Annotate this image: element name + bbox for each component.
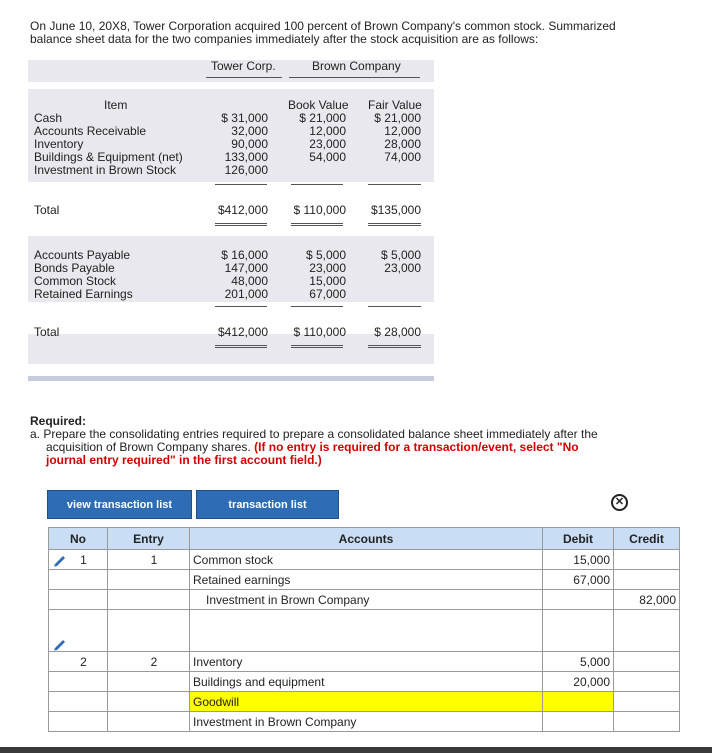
col-header-brown: Brown Company [312, 59, 401, 73]
row-number [49, 590, 108, 610]
row-number [49, 712, 108, 732]
journal-row [49, 652, 680, 672]
bs-item-label: Buildings & Equipment (net) [34, 150, 183, 164]
row-entry [108, 712, 190, 732]
row-number [49, 672, 108, 692]
total-liab-tower: $412,000 [217, 325, 268, 339]
row-entry [108, 692, 190, 712]
account-field[interactable]: Goodwill [190, 692, 543, 712]
bs-item-label: Accounts Receivable [34, 124, 147, 138]
bs-item-label: Inventory [34, 137, 84, 151]
bs-fair-value: 23,000 [384, 261, 421, 275]
row-number: 2 [49, 652, 108, 672]
total-liab-label: Total [34, 325, 60, 339]
required-section [30, 415, 620, 467]
total-assets-fair: $135,000 [370, 203, 421, 217]
debit-field[interactable]: 20,000 [543, 672, 614, 692]
edit-pencil-icon[interactable] [53, 553, 67, 567]
row-entry [108, 590, 190, 610]
journal-row [49, 610, 680, 652]
account-field[interactable]: Retained earnings [190, 570, 543, 590]
credit-field[interactable] [614, 672, 680, 692]
row-entry: 2 [108, 652, 190, 672]
debit-field[interactable] [543, 590, 614, 610]
bs-tower-value: 133,000 [224, 150, 268, 164]
bs-item-label: Accounts Payable [34, 248, 131, 262]
credit-field[interactable] [614, 570, 680, 590]
row-number [49, 692, 108, 712]
account-field[interactable]: Inventory [190, 652, 543, 672]
row-entry [108, 570, 190, 590]
bs-tower-value: 126,000 [224, 163, 268, 177]
bs-book-value: 23,000 [309, 137, 346, 151]
total-liab-book: $ 110,000 [293, 325, 346, 339]
row-entry: 1 [108, 550, 190, 570]
row-number [49, 570, 108, 590]
account-field[interactable]: Investment in Brown Company [190, 590, 543, 610]
credit-field[interactable] [614, 712, 680, 732]
close-icon[interactable]: ✕ [611, 494, 628, 511]
balance-sheet-table [28, 60, 434, 378]
bs-fair-value: $ 5,000 [380, 248, 421, 262]
transaction-list-button[interactable]: transaction list [196, 490, 339, 519]
debit-field[interactable]: 5,000 [543, 652, 614, 672]
bs-book-value: 23,000 [309, 261, 346, 275]
bs-fair-value: 12,000 [384, 124, 421, 138]
total-assets-tower: $412,000 [217, 203, 268, 217]
debit-field[interactable]: 67,000 [543, 570, 614, 590]
account-field[interactable] [190, 610, 543, 652]
col-header-tower: Tower Corp. [211, 59, 276, 73]
credit-field[interactable] [614, 550, 680, 570]
debit-field[interactable] [543, 712, 614, 732]
bs-fair-value: 28,000 [384, 137, 421, 151]
bs-fair-value: 74,000 [384, 150, 421, 164]
journal-row [49, 590, 680, 610]
debit-field[interactable] [543, 692, 614, 712]
bs-tower-value: 90,000 [231, 137, 268, 151]
bs-item-label: Bonds Payable [34, 261, 115, 275]
col-header-book: Book Value [288, 98, 349, 112]
view-transaction-list-button[interactable]: view transaction list [47, 490, 192, 519]
bs-tower-value: 201,000 [224, 287, 268, 301]
journal-entry-table [48, 527, 680, 732]
bs-book-value: 54,000 [309, 150, 346, 164]
bs-tower-value: $ 31,000 [221, 111, 268, 125]
account-field[interactable]: Buildings and equipment [190, 672, 543, 692]
bs-tower-value: 32,000 [231, 124, 268, 138]
journal-row [49, 570, 680, 590]
journal-row [49, 550, 680, 570]
total-assets-book: $ 110,000 [293, 203, 346, 217]
required-text: a. Prepare the consolidating entries required to prepare a consolidated balance sheet immediately after the acquisition of Brown Company shares. [30, 427, 598, 454]
account-field[interactable]: Common stock [190, 550, 543, 570]
row-entry [108, 610, 190, 652]
journal-row [49, 672, 680, 692]
row-entry [108, 672, 190, 692]
bs-item-label: Retained Earnings [34, 287, 133, 301]
journal-row [49, 692, 680, 712]
bs-book-value: $ 21,000 [299, 111, 346, 125]
bs-book-value: 15,000 [309, 274, 346, 288]
col-credit: Credit [614, 528, 680, 550]
credit-field[interactable] [614, 610, 680, 652]
problem-intro: On June 10, 20X8, Tower Corporation acquired 100 percent of Brown Company's common stock. Summarized balance sheet data for the two companies immediately after the stock acquisition are as follows: [30, 19, 616, 46]
account-field[interactable]: Investment in Brown Company [190, 712, 543, 732]
edit-pencil-icon[interactable] [53, 637, 67, 651]
bs-item-label: Cash [34, 111, 63, 125]
col-header-item: Item [104, 98, 128, 112]
bs-book-value: $ 5,000 [305, 248, 346, 262]
bs-tower-value: 147,000 [224, 261, 268, 275]
credit-field[interactable]: 82,000 [614, 590, 680, 610]
bs-book-value: 67,000 [309, 287, 346, 301]
col-no: No [49, 528, 108, 550]
col-entry: Entry [108, 528, 190, 550]
journal-row [49, 712, 680, 732]
required-note: (If no entry is required for a transaction/event, select "No journal entry required" in the first account field.) [46, 440, 579, 467]
row-number: 1 [49, 550, 108, 570]
debit-field[interactable]: 15,000 [543, 550, 614, 570]
bs-item-label: Common Stock [34, 274, 117, 288]
debit-field[interactable] [543, 610, 614, 652]
bs-tower-value: $ 16,000 [221, 248, 268, 262]
required-heading: Required: [30, 414, 87, 428]
credit-field[interactable] [614, 652, 680, 672]
bs-item-label: Investment in Brown Stock [34, 163, 177, 177]
credit-field[interactable] [614, 692, 680, 712]
total-assets-label: Total [34, 203, 60, 217]
total-liab-fair: $ 28,000 [374, 325, 421, 339]
bs-fair-value: $ 21,000 [374, 111, 421, 125]
bs-book-value: 12,000 [309, 124, 346, 138]
col-header-fair: Fair Value [368, 98, 422, 112]
bs-tower-value: 48,000 [231, 274, 268, 288]
col-debit: Debit [543, 528, 614, 550]
col-accounts: Accounts [190, 528, 543, 550]
